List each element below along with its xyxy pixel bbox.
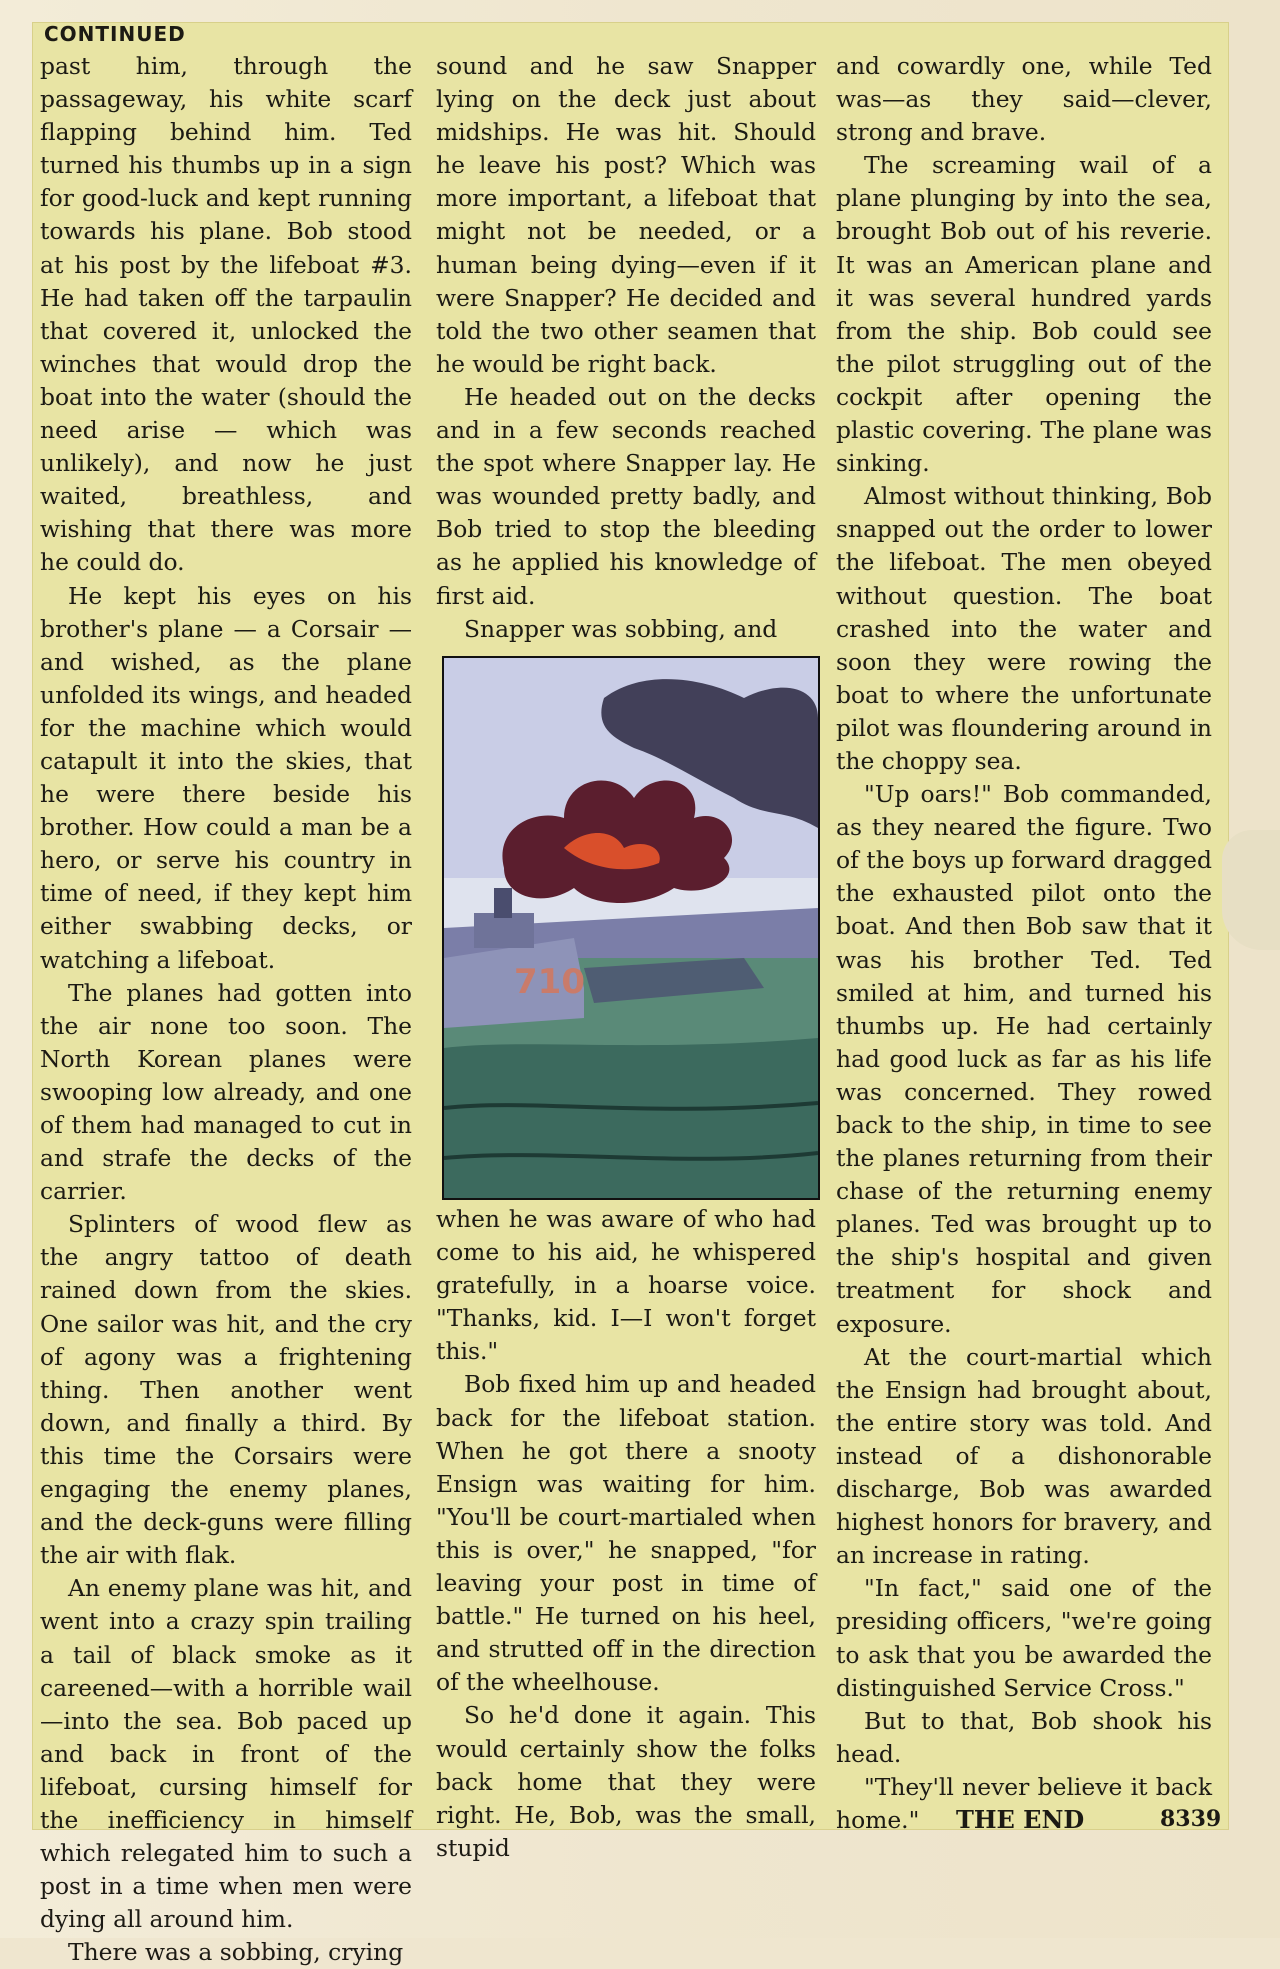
paragraph: when he was aware of who had come to his aid, he whispered gratefully, in a hoarse voice. "Thanks, kid. I—I won't forget this." (436, 1205, 816, 1366)
story-column-1 (40, 50, 412, 1969)
battleship-illustration (442, 656, 820, 1200)
paragraph: He kept his eyes on his brother's plane — a Corsair — and wished, as the plane unfolded its wings, and headed for the machine which would catapult it into the skies, that he were there beside his brother. How could a man be a hero, or serve his country in time of need, if they kept him either swabbing decks, or watching a lifeboat. (40, 581, 412, 974)
ship-superstructure (474, 913, 534, 948)
story-column-2-bottom (436, 1203, 816, 1865)
the-end-label: THE END (956, 1805, 1085, 1834)
illustration-svg (444, 658, 818, 1198)
ship-number: 710 (514, 962, 585, 1002)
story-column-3 (836, 50, 1212, 1837)
paragraph: There was a sobbing, crying (68, 1938, 404, 1967)
paragraph: Almost without thinking, Bob snapped out the order to lower the lifeboat. The men obeyed without question. The boat crashed into the water and soon they were rowing the boat to where the unfortunate pilot was floundering around in the choppy sea. (836, 482, 1212, 775)
story-column-2-top (436, 50, 816, 646)
page-tear (1222, 830, 1280, 950)
ship-mast (494, 888, 512, 918)
continued-label: CONTINUED (44, 22, 186, 46)
paragraph: and cowardly one, while Ted was—as they said—clever, strong and brave. (836, 52, 1212, 147)
paragraph: Splinters of wood flew as the angry tattoo of death rained down from the skies. One sailor was hit, and the cry of agony was a frightening thing. Then another went down, and finally a third. By this time the Corsairs were engaging the enemy planes, and the deck-guns were filling the air with flak. (40, 1210, 412, 1570)
paragraph: "In fact," said one of the presiding officers, "we're going to ask that you be awarded the distinguished Service Cross." (836, 1574, 1212, 1702)
paragraph: So he'd done it again. This would certainly show the folks back home that they were right. He, Bob, was the small, stupid (436, 1701, 816, 1862)
paragraph: past him, through the passageway, his white scarf flapping behind him. Ted turned his thumbs up in a sign for good-luck and kept running towards his plane. Bob stood at his post by the lifeboat #3. He had taken off the tarpaulin that covered it, unlocked the winches that would drop the boat into the water (should the need arise — which was unlikely), and now he just waited, breathless, and wishing that there was more he could do. (40, 52, 412, 577)
paragraph: He headed out on the decks and in a few seconds reached the spot where Snapper lay. He was wounded pretty badly, and Bob tried to stop the bleeding as he applied his knowledge of first aid. (436, 382, 816, 610)
paragraph: Snapper was sobbing, and (464, 614, 778, 643)
paragraph: sound and he saw Snapper lying on the deck just about midships. He was hit. Should he leave his post? Which was more important, a lifeboat that might not be needed, or a human being dying—even if it were Snapper? He decided and told the two other seamen that he would be right back. (436, 52, 816, 378)
paragraph: "Up oars!" Bob commanded, as they neared the figure. Two of the boys up forward dragged the exhausted pilot onto the boat. And then Bob saw that it was his brother Ted. Ted smiled at him, and turned his thumbs up. He had certainly had good luck as far as his life was concerned. They rowed back to the ship, in time to see the planes returning from their chase of the returning enemy planes. Ted was brought up to the ship's hospital and given treatment for shock and exposure. (836, 780, 1212, 1338)
page-code: 8339 (1160, 1806, 1222, 1832)
paragraph: Bob fixed him up and headed back for the lifeboat station. When he got there a snooty Ensign was waiting for him. "You'll be court-martialed when this is over," he snapped, "for leaving your post in time of battle." He turned on his heel, and strutted off in the direction of the wheelhouse. (436, 1370, 816, 1697)
paragraph: An enemy plane was hit, and went into a crazy spin trailing a tail of black smoke as it careened—with a horrible wail—into the sea. Bob paced up and back in front of the lifeboat, cursing himself for the inefficiency in himself which relegated him to such a post in a time when men were dying all around him. (40, 1574, 412, 1934)
paragraph: The planes had gotten into the air none too soon. The North Korean planes were swooping low already, and one of them had managed to cut in and strafe the decks of the carrier. (40, 978, 412, 1206)
paragraph: "They'll never believe it back home." (836, 1772, 1212, 1834)
sea-dark (444, 1038, 818, 1198)
paragraph: The screaming wail of a plane plunging by into the sea, brought Bob out of his reverie. It was an American plane and it was several hundred yards from the ship. Bob could see the pilot struggling out of the cockpit after opening the plastic covering. The plane was sinking. (836, 151, 1212, 478)
paragraph: At the court-martial which the Ensign had brought about, the entire story was told. And instead of a dishonorable discharge, Bob was awarded highest honors for bravery, and an increase in rating. (836, 1342, 1212, 1570)
paragraph: But to that, Bob shook his head. (836, 1706, 1212, 1768)
